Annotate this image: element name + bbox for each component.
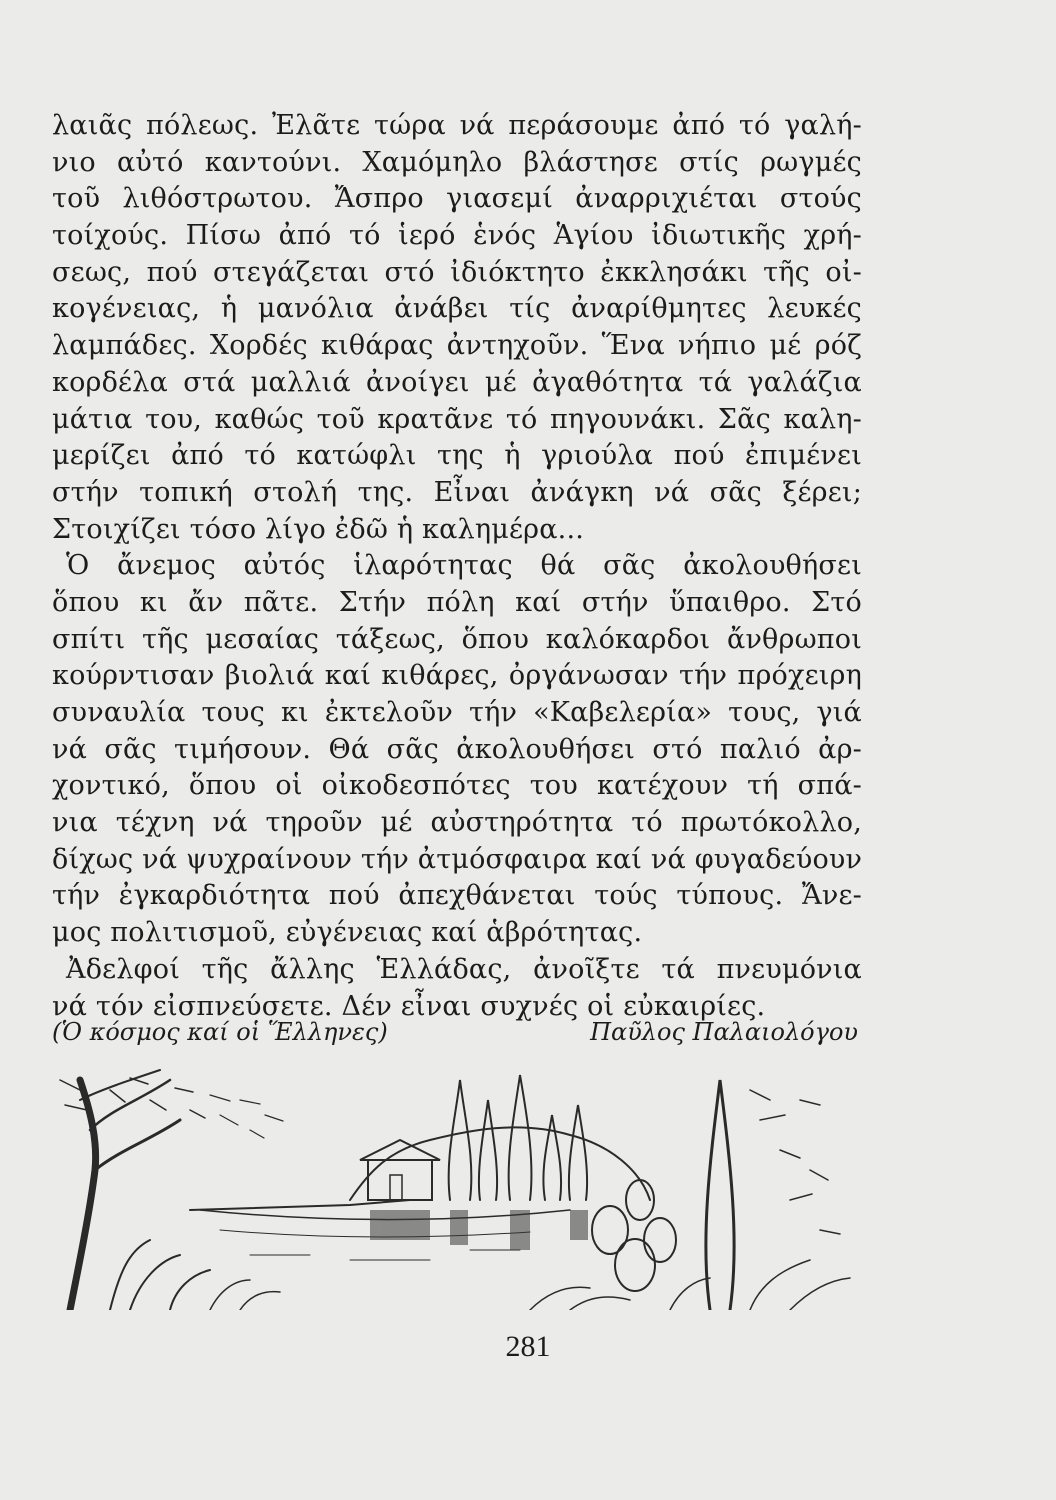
text-line: Ἀδελφοί τῆς ἄλλης Ἑλλάδας, ἀνοῖξτε τά πνευμόνια	[66, 953, 862, 985]
text-line: τοίχούς. Πίσω ἀπό τό ἱερό ἑνός Ἁγίου ἰδιωτικῆς χρή-	[52, 220, 862, 252]
text-line: Στοιχίζει τόσο λίγο ἐδῶ ἡ καλημέρα...	[52, 513, 585, 545]
text-line: συναυλία τους κι ἐκτελοῦν τήν «Καβελερία» τους, γιά	[52, 697, 862, 728]
attribution-author: Παῦλος Παλαιολόγου	[590, 1018, 858, 1046]
text-line: μερίζει ἀπό τό κατώφλι της ἡ γριούλα πού ἐπιμένει	[52, 440, 862, 472]
text-line: μος πολιτισμοῦ, εὐγένειας καί ἁβρότητας.	[52, 917, 643, 949]
text-line: ὅπου κι ἄν πᾶτε. Στήν πόλη καί στήν ὕπαιθρο. Στό	[52, 586, 862, 618]
page-number: 281	[505, 1330, 551, 1363]
text-line: χοντικό, ὅπου οἱ οἰκοδεσπότες του κατέχουν τή σπά-	[52, 770, 862, 802]
attribution-source: (Ὁ κόσμος καί οἱ Ἕλληνες)	[52, 1018, 388, 1046]
text-line: κούρντισαν βιολιά καί κιθάρες, ὀργάνωσαν τήν πρόχειρη	[52, 660, 862, 692]
text-line: δίχως νά ψυχραίνουν τήν ἀτμόσφαιρα καί νά φυγαδεύουν	[52, 843, 863, 875]
text-line: νά σᾶς τιμήσουν. Θά σᾶς ἀκολουθήσει στό παλιό ἀρ-	[52, 733, 862, 765]
text-line: κορδέλα στά μαλλιά ἀνοίγει μέ ἀγαθότητα τά γαλάζια	[52, 366, 862, 398]
text-line: τοῦ λιθόστρωτου. Ἄσπρο γιασεμί ἀναρριχιέται στούς	[52, 183, 862, 215]
paragraph-1	[52, 108, 862, 548]
text-line: κογένειας, ἡ μανόλια ἀνάβει τίς ἀναρίθμητες λευκές	[52, 293, 862, 325]
text-line: σπίτι τῆς μεσαίας τάξεως, ὅπου καλόκαρδοι ἄνθρωποι	[52, 623, 862, 655]
text-line: τήν ἐγκαρδιότητα πού ἀπεχθάνεται τούς τύπους. Ἄνε-	[52, 880, 862, 912]
text-line: νιο αὐτό καντούνι. Χαμόμηλο βλάστησε στίς ρωγμές	[52, 146, 862, 178]
body-text	[52, 108, 862, 1025]
text-line: νια τέχνη νά τηροῦν μέ αὐστηρότητα τό πρωτόκολλο,	[52, 807, 862, 839]
text-line: λαμπάδες. Χορδές κιθάρας ἀντηχοῦν. Ἕνα νήπιο μέ ρόζ	[52, 330, 862, 362]
text-line: λαιᾶς πόλεως. Ἐλᾶτε τώρα νά περάσουμε ἀπό τό γαλή-	[52, 110, 862, 141]
text-line: Ὁ ἄνεμος αὐτός ἱλαρότητας θά σᾶς ἀκολουθήσει	[66, 550, 862, 582]
text-line: σεως, πού στεγάζεται στό ἰδιόκτητο ἐκκλησάκι τῆς οἰ-	[52, 256, 862, 288]
attribution	[52, 1012, 858, 1052]
landscape-illustration	[50, 1060, 862, 1310]
text-line: νά τόν εἰσπνεύσετε. Δέν εἶναι συχνές οἱ εὐκαιρίες.	[52, 990, 766, 1022]
text-line: μάτια του, καθώς τοῦ κρατᾶνε τό πηγουνάκι. Σᾶς καλη-	[52, 403, 862, 435]
text-line: στήν τοπική στολή της. Εἶναι ἀνάγκη νά σᾶς ξέρει;	[52, 476, 862, 508]
paragraph-2	[52, 548, 862, 952]
